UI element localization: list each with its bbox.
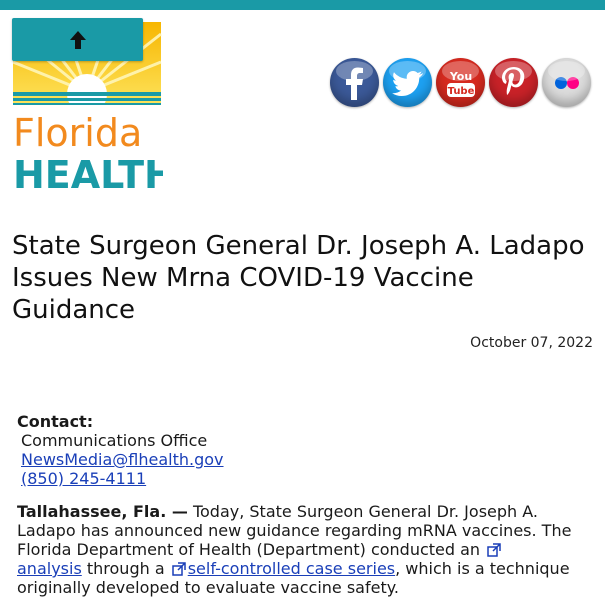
self-controlled-case-series-link[interactable]: self-controlled case series — [187, 559, 396, 578]
body-text-2: through a — [81, 559, 170, 578]
social-links — [330, 58, 591, 107]
external-link-icon — [172, 562, 186, 576]
contact-block — [17, 412, 587, 488]
body-text-1: Today, State Surgeon General Dr. Joseph A. Ladapo has announced new guidance regarding mRNA vaccines. The Florida Department of Health (Department) conducted an — [17, 502, 572, 559]
flickr-icon — [552, 75, 582, 91]
logo-health-text: HEALTH — [13, 153, 163, 192]
contact-phone-link[interactable]: (850) 245-4111 — [21, 469, 147, 488]
youtube-icon — [444, 66, 478, 100]
twitter-button[interactable] — [383, 58, 432, 107]
pinterest-icon — [500, 66, 528, 100]
analysis-link[interactable]: analysis — [17, 559, 82, 578]
facebook-button[interactable] — [330, 58, 379, 107]
contact-office: Communications Office — [21, 431, 208, 450]
flickr-button[interactable] — [542, 58, 591, 107]
contact-label: Contact: — [17, 412, 94, 431]
article-date: October 07, 2022 — [470, 335, 593, 351]
facebook-icon — [340, 66, 370, 100]
twitter-icon — [392, 70, 424, 96]
article-title: State Surgeon General Dr. Joseph A. Ladapo Issues New Mrna COVID-19 Vaccine Guidance — [12, 231, 585, 325]
arrow-up-icon — [67, 29, 89, 51]
youtube-button[interactable] — [436, 58, 485, 107]
external-link-icon — [487, 543, 501, 557]
back-to-top-button[interactable] — [12, 18, 143, 61]
top-accent-bar — [0, 0, 605, 10]
contact-email-link[interactable]: NewsMedia@flhealth.gov — [21, 450, 224, 469]
pinterest-button[interactable] — [489, 58, 538, 107]
svg-text:Tube: Tube — [447, 85, 474, 97]
article-body-paragraph — [17, 502, 592, 597]
body-text-3: , which is a technique originally developed to evaluate vaccine safety. — [17, 559, 570, 597]
dateline: Tallahassee, Fla. — — [17, 502, 188, 521]
logo-florida-text: Florida — [13, 111, 143, 155]
svg-text:You: You — [449, 69, 472, 83]
